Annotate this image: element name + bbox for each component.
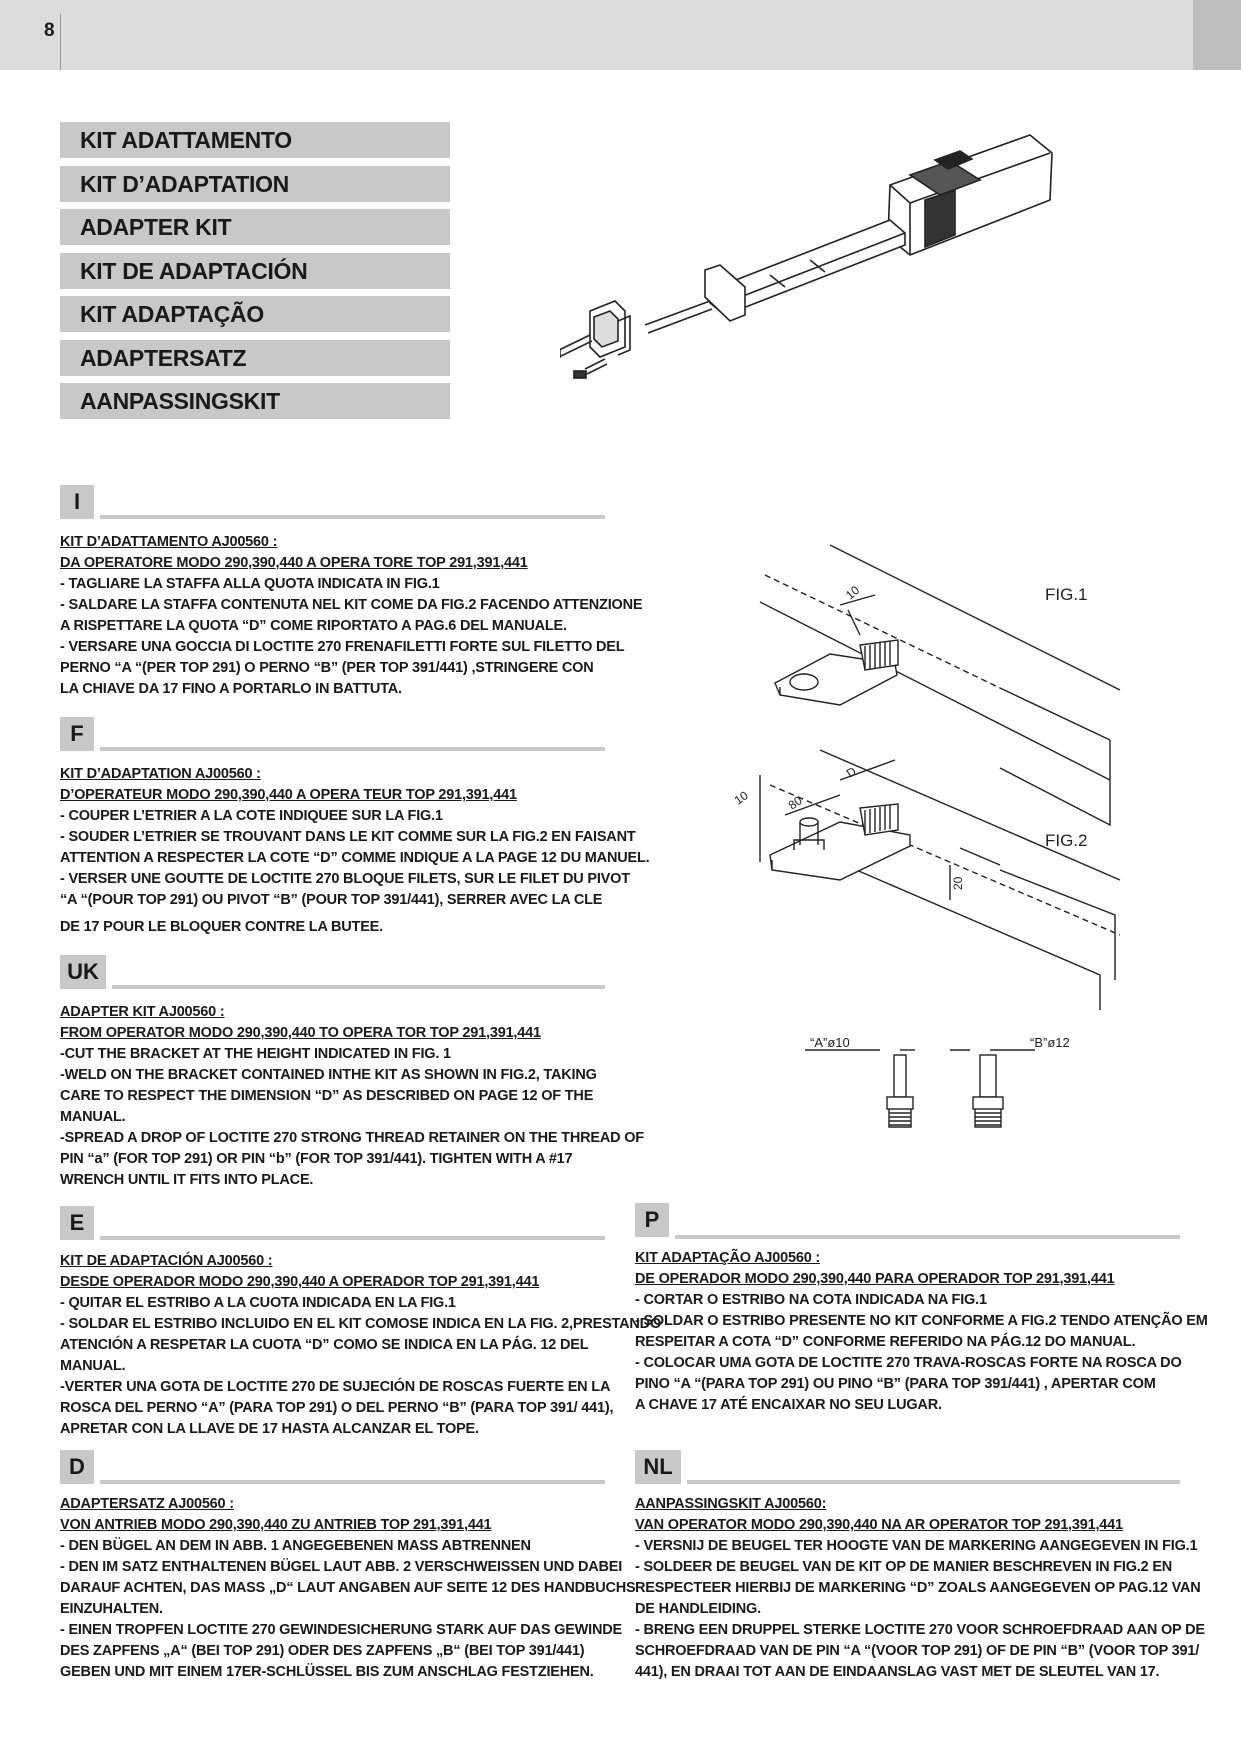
text-line: A CHAVE 17 ATÉ ENCAIXAR NO SEU LUGAR. xyxy=(635,1397,942,1413)
section-rule-pt xyxy=(675,1235,1180,1239)
text-line: CARE TO RESPECT THE DIMENSION “D” AS DESCRIBED ON PAGE 12 OF THE xyxy=(60,1088,594,1104)
section-title-es: KIT DE ADAPTACIÓN AJ00560 : xyxy=(60,1253,273,1269)
text-line: - QUITAR EL ESTRIBO A LA CUOTA INDICADA EN LA FIG.1 xyxy=(60,1295,456,1311)
text-line: ROSCA DEL PERNO “A” (PARA TOP 291) O DEL PERNO “B” (PARA TOP 391/ 441), xyxy=(60,1400,614,1416)
section-code-nl: NL xyxy=(635,1450,681,1484)
section-text-nl xyxy=(635,1494,1205,1683)
section-text-es xyxy=(60,1251,661,1440)
text-line: “A “(POUR TOP 291) OU PIVOT “B” (POUR TOP 391/441), SERRER AVEC LA CLE xyxy=(60,892,603,908)
text-line: RESPECTEER HIERBIJ DE MARKERING “D” ZOALS AANGEGEVEN OP PAG.12 VAN xyxy=(635,1580,1201,1596)
kit-title-nl: AANPASSINGSKIT xyxy=(60,383,450,419)
section-rule-fr xyxy=(100,747,605,751)
text-line: DES ZAPFENS „A“ (BEI TOP 291) ODER DES ZAPFENS „B“ (BEI TOP 391/441) xyxy=(60,1643,585,1659)
section-title-pt: KIT ADAPTAÇÃO AJ00560 : xyxy=(635,1250,821,1266)
text-line: 441), EN DRAAI TOT AAN DE EINDAANSLAG VAST MET DE SLEUTEL VAN 17. xyxy=(635,1664,1160,1680)
text-line: - SOLDEER DE BEUGEL VAN DE KIT OP DE MANIER BESCHREVEN IN FIG.2 EN xyxy=(635,1559,1173,1575)
section-title-uk: ADAPTER KIT AJ00560 : xyxy=(60,1004,225,1020)
operator-illustration xyxy=(560,125,1060,435)
header-tab xyxy=(1193,0,1241,70)
text-line: WRENCH UNTIL IT FITS INTO PLACE. xyxy=(60,1172,314,1188)
text-line: ATTENTION A RESPECTER LA COTE “D” COMME INDIQUE A LA PAGE 12 DU MANUEL. xyxy=(60,850,650,866)
text-line: - TAGLIARE LA STAFFA ALLA QUOTA INDICATA IN FIG.1 xyxy=(60,576,440,592)
pins-illustration xyxy=(795,1035,1125,1145)
text-line: -VERTER UNA GOTA DE LOCTITE 270 DE SUJECIÓN DE ROSCAS FUERTE EN LA xyxy=(60,1379,611,1395)
text-line: -SPREAD A DROP OF LOCTITE 270 STRONG THREAD RETAINER ON THE THREAD OF xyxy=(60,1130,644,1146)
text-line: -CUT THE BRACKET AT THE HEIGHT INDICATED IN FIG. 1 xyxy=(60,1046,451,1062)
text-line: RESPEITAR A COTA “D” CONFORME REFERIDO NA PÁG.12 DO MANUAL. xyxy=(635,1334,1136,1350)
text-line: EINZUHALTEN. xyxy=(60,1601,163,1617)
section-subtitle-it: DA OPERATORE MODO 290,390,440 A OPERA TORE TOP 291,391,441 xyxy=(60,555,528,571)
section-subtitle-es: DESDE OPERADOR MODO 290,390,440 A OPERADOR TOP 291,391,441 xyxy=(60,1274,540,1290)
kit-title-fr: KIT D’ADAPTATION xyxy=(60,166,450,202)
text-line: DE HANDLEIDING. xyxy=(635,1601,761,1617)
section-subtitle-uk: FROM OPERATOR MODO 290,390,440 TO OPERA TOR TOP 291,391,441 xyxy=(60,1025,541,1041)
text-line: - VERSER UNE GOUTTE DE LOCTITE 270 BLOQUE FILETS, SUR LE FILET DU PIVOT xyxy=(60,871,630,887)
text-line: - BRENG EEN DRUPPEL STERKE LOCTITE 270 VOOR SCHROEFDRAAD AAN OP DE xyxy=(635,1622,1205,1638)
text-line: - VERSARE UNA GOCCIA DI LOCTITE 270 FRENAFILETTI FORTE SUL FILETTO DEL xyxy=(60,639,625,655)
section-text-pt xyxy=(635,1248,1208,1416)
section-subtitle-nl: VAN OPERATOR MODO 290,390,440 NA AR OPERATOR TOP 291,391,441 xyxy=(635,1517,1123,1533)
text-line: LA CHIAVE DA 17 FINO A PORTARLO IN BATTUTA. xyxy=(60,681,402,697)
kit-title-it: KIT ADATTAMENTO xyxy=(60,122,450,158)
page-number: 8 xyxy=(44,20,55,41)
text-line: PIN “a” (FOR TOP 291) OR PIN “b” (FOR TOP 391/441). TIGHTEN WITH A #17 xyxy=(60,1151,573,1167)
fig2-dim-80: 80 xyxy=(785,793,805,813)
section-subtitle-pt: DE OPERADOR MODO 290,390,440 PARA OPERADOR TOP 291,391,441 xyxy=(635,1271,1115,1287)
text-line: ATENCIÓN A RESPETAR LA CUOTA “D” COMO SE INDICA EN LA PÁG. 12 DEL xyxy=(60,1337,589,1353)
page-header xyxy=(0,0,1241,70)
section-subtitle-de: VON ANTRIEB MODO 290,390,440 ZU ANTRIEB TOP 291,391,441 xyxy=(60,1517,492,1533)
section-code-it: I xyxy=(60,485,94,519)
text-line: - EINEN TROPFEN LOCTITE 270 GEWINDESICHERUNG STARK AUF DAS GEWINDE xyxy=(60,1622,622,1638)
text-line: -WELD ON THE BRACKET CONTAINED INTHE KIT AS SHOWN IN FIG.2, TAKING xyxy=(60,1067,597,1083)
text-line: DARAUF ACHTEN, DAS MASS „D“ LAUT ANGABEN AUF SEITE 12 DES HANDBUCHS xyxy=(60,1580,636,1596)
section-rule-nl xyxy=(687,1480,1180,1484)
kit-title-de: ADAPTERSATZ xyxy=(60,340,450,376)
text-line: MANUAL. xyxy=(60,1109,126,1125)
section-rule-es xyxy=(100,1236,605,1240)
section-subtitle-fr: D’OPERATEUR MODO 290,390,440 A OPERA TEUR TOP 291,391,441 xyxy=(60,787,517,803)
text-line: - SOLDAR O ESTRIBO PRESENTE NO KIT CONFORME A FIG.2 TENDO ATENÇÃO EM xyxy=(635,1313,1208,1329)
text-line: - DEN IM SATZ ENTHALTENEN BÜGEL LAUT ABB. 2 VERSCHWEISSEN UND DABEI xyxy=(60,1559,623,1575)
section-title-fr: KIT D’ADAPTATION AJ00560 : xyxy=(60,766,261,782)
section-code-fr: F xyxy=(60,717,94,751)
section-rule-de xyxy=(100,1480,605,1484)
section-code-uk: UK xyxy=(60,955,106,989)
text-line: MANUAL. xyxy=(60,1358,126,1374)
section-code-pt: P xyxy=(635,1203,669,1237)
kit-title-uk: ADAPTER KIT xyxy=(60,209,450,245)
text-line: GEBEN UND MIT EINEM 17ER-SCHLÜSSEL BIS ZUM ANSCHLAG FESTZIEHEN. xyxy=(60,1664,594,1680)
fig1-fig2-illustration xyxy=(700,540,1130,1010)
text-line: - SALDARE LA STAFFA CONTENUTA NEL KIT COME DA FIG.2 FACENDO ATTENZIONE xyxy=(60,597,643,613)
header-divider xyxy=(60,14,61,70)
pin-a-label: “A”ø10 xyxy=(810,1035,850,1050)
kit-title-es: KIT DE ADAPTACIÓN xyxy=(60,253,450,289)
section-text-de xyxy=(60,1494,636,1683)
text-line: APRETAR CON LA LLAVE DE 17 HASTA ALCANZAR EL TOPE. xyxy=(60,1421,479,1437)
fig2-label: FIG.2 xyxy=(1045,831,1088,850)
section-text-uk xyxy=(60,1002,644,1191)
section-code-de: D xyxy=(60,1450,94,1484)
section-rule-uk xyxy=(112,985,605,989)
text-line: PERNO “A “(PER TOP 291) O PERNO “B” (PER TOP 391/441) ,STRINGERE CON xyxy=(60,660,594,676)
text-line: - SOLDAR EL ESTRIBO INCLUIDO EN EL KIT COMOSE INDICA EN LA FIG. 2,PRESTANDO xyxy=(60,1316,662,1332)
text-line: PINO “A “(PARA TOP 291) OU PINO “B” (PARA TOP 391/441) , APERTAR COM xyxy=(635,1376,1156,1392)
fig2-dim-10: 10 xyxy=(731,788,751,808)
text-line: - COLOCAR UMA GOTA DE LOCTITE 270 TRAVA-ROSCAS FORTE NA ROSCA DO xyxy=(635,1355,1182,1371)
fig1-label: FIG.1 xyxy=(1045,585,1088,604)
text-line: SCHROEFDRAAD VAN DE PIN “A “(VOOR TOP 291) OF DE PIN “B” (VOOR TOP 391/ xyxy=(635,1643,1200,1659)
section-text-it xyxy=(60,532,642,700)
fig1-dim-10: 10 xyxy=(842,582,863,603)
text-line: DE 17 POUR LE BLOQUER CONTRE LA BUTEE. xyxy=(60,919,383,935)
section-title-it: KIT D’ADATTAMENTO AJ00560 : xyxy=(60,534,278,550)
text-line: A RISPETTARE LA QUOTA “D” COME RIPORTATO A PAG.6 DEL MANUALE. xyxy=(60,618,567,634)
section-rule-it xyxy=(100,515,605,519)
section-title-de: ADAPTERSATZ AJ00560 : xyxy=(60,1496,234,1512)
section-code-es: E xyxy=(60,1206,94,1240)
text-line: - CORTAR O ESTRIBO NA COTA INDICADA NA FIG.1 xyxy=(635,1292,987,1308)
text-line: - SOUDER L’ETRIER SE TROUVANT DANS LE KIT COMME SUR LA FIG.2 EN FAISANT xyxy=(60,829,636,845)
text-line: - VERSNIJ DE BEUGEL TER HOOGTE VAN DE MARKERING AANGEGEVEN IN FIG.1 xyxy=(635,1538,1198,1554)
text-line: - DEN BÜGEL AN DEM IN ABB. 1 ANGEGEBENEN MASS ABTRENNEN xyxy=(60,1538,531,1554)
pin-b-label: “B”ø12 xyxy=(1030,1035,1070,1050)
section-title-nl: AANPASSINGSKIT AJ00560: xyxy=(635,1496,827,1512)
kit-title-pt: KIT ADAPTAÇÃO xyxy=(60,296,450,332)
fig2-dim-20: 20 xyxy=(951,876,965,890)
fig2-dim-d: D xyxy=(843,764,859,781)
text-line: - COUPER L’ETRIER A LA COTE INDIQUEE SUR LA FIG.1 xyxy=(60,808,443,824)
section-text-fr xyxy=(60,764,649,938)
